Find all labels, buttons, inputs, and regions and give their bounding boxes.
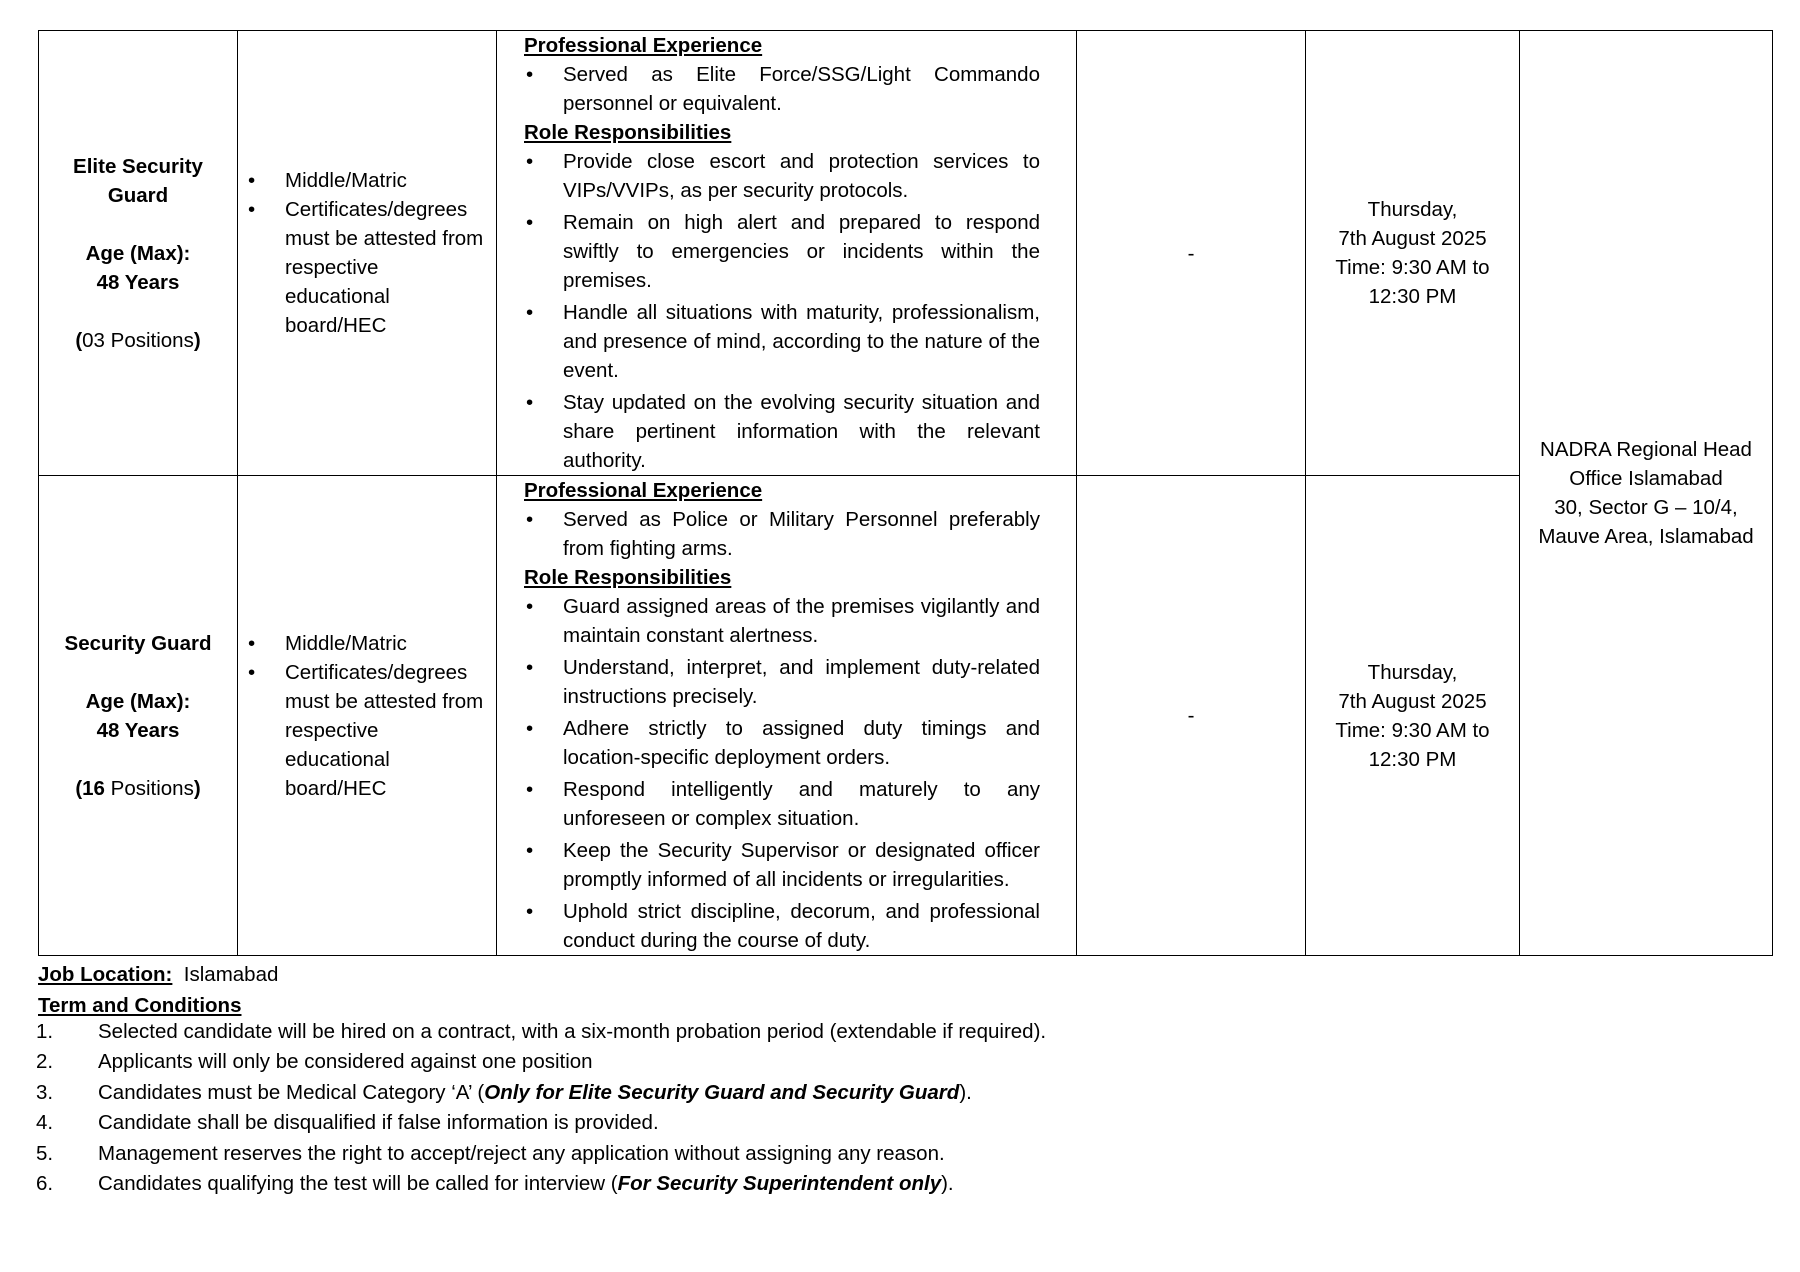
test-date-cell	[1306, 31, 1520, 476]
terms-title: Term and Conditions	[38, 993, 242, 1017]
time-end: 12:30 PM	[1368, 285, 1457, 308]
time-start: Time: 9:30 AM to	[1335, 256, 1490, 279]
time-start: Time: 9:30 AM to	[1335, 718, 1490, 742]
list-item: • Served as Elite Force/SSG/Light Commando personnel or equivalent.	[524, 60, 1040, 118]
time-end: 12:30 PM	[1368, 747, 1457, 771]
list-item: • Uphold strict discipline, decorum, and professional conduct during the course of duty.	[524, 897, 1040, 955]
section-heading: Professional Experience	[524, 34, 763, 57]
date-day: Thursday,	[1367, 660, 1458, 684]
list-item: • Handle all situations with maturity, professionalism, and presence of mind, according to the nature of the event.	[524, 298, 1040, 385]
qualifications-cell	[238, 31, 497, 476]
venue-cell	[1520, 31, 1773, 956]
list-item: • Middle/Matric	[246, 166, 488, 195]
date-day: Thursday,	[1367, 198, 1458, 221]
job-location-value: Islamabad	[183, 963, 279, 986]
job-table-container	[38, 30, 1772, 956]
post-title: Security Guard	[64, 631, 212, 655]
list-item: • Served as Police or Military Personnel preferably from fighting arms.	[524, 505, 1040, 563]
list-item: • Respond intelligently and maturely to any unforeseen or complex situation.	[524, 775, 1040, 833]
job-location-label: Job Location:	[38, 963, 173, 986]
positions: (16 Positions)	[75, 776, 201, 800]
age-label: Age (Max):	[85, 241, 191, 265]
list-item: • Understand, interpret, and implement duty-related instructions precisely.	[524, 653, 1040, 711]
term-item: 6. Candidates qualifying the test will be called for interview (For Security Superintendent only).	[36, 1172, 954, 1195]
list-item: • Certificates/degrees must be attested from respective educational board/HEC	[246, 658, 488, 803]
responsibilities-cell	[497, 31, 1077, 476]
list-item: • Certificates/degrees must be attested from respective educational board/HEC	[246, 195, 488, 340]
job-location	[38, 960, 1772, 991]
positions-count: 03	[82, 328, 105, 352]
emphasis: For Security Superintendent only	[617, 1172, 942, 1195]
post-title: Guard	[107, 183, 169, 207]
post-title: Elite Security	[73, 154, 203, 178]
dash-cell: -	[1077, 476, 1306, 956]
terms-list	[36, 1017, 1770, 1200]
job-table	[38, 30, 1773, 956]
list-item: • Remain on high alert and prepared to respond swiftly to emergencies or incidents within the premises.	[524, 208, 1040, 295]
age-value: 48 Years	[96, 718, 180, 742]
responsibilities-cell	[497, 476, 1077, 956]
venue-line: 30, Sector G – 10/4,	[1554, 496, 1738, 519]
venue-line: Mauve Area, Islamabad	[1538, 525, 1754, 548]
term-item: 3. Candidates must be Medical Category ‘A’ (Only for Elite Security Guard and Security Guard).	[36, 1080, 972, 1104]
positions: (03 Positions)	[75, 328, 201, 352]
term-item: 1. Selected candidate will be hired on a contract, with a six-month probation period (extendable if required).	[36, 1019, 1047, 1043]
venue-line: Office Islamabad	[1569, 467, 1723, 490]
term-item: 2. Applicants will only be considered against one position	[36, 1050, 593, 1073]
age-label: Age (Max):	[85, 689, 191, 713]
post-cell	[39, 476, 238, 956]
list-item: • Keep the Security Supervisor or designated officer promptly informed of all incidents or irregularities.	[524, 836, 1040, 894]
term-item: 5. Management reserves the right to accept/reject any application without assigning any reason.	[36, 1141, 945, 1165]
term-item: 4. Candidate shall be disqualified if false information is provided.	[36, 1111, 659, 1134]
list-item: • Stay updated on the evolving security situation and share pertinent information with the relevant authority.	[524, 388, 1040, 475]
list-item: • Middle/Matric	[246, 629, 488, 658]
venue-line: NADRA Regional Head	[1540, 438, 1752, 461]
section-heading: Role Responsibilities	[524, 566, 732, 589]
date-value: 7th August 2025	[1338, 689, 1487, 713]
age-value: 48 Years	[96, 270, 180, 294]
test-date-cell	[1306, 476, 1520, 956]
post-cell	[39, 31, 238, 476]
date-value: 7th August 2025	[1338, 227, 1487, 250]
notes-section	[38, 960, 1772, 1200]
section-heading: Professional Experience	[524, 479, 763, 502]
positions-count: 16	[82, 776, 105, 800]
emphasis: Only for Elite Security Guard and Security Guard	[484, 1080, 960, 1104]
dash-cell: -	[1077, 31, 1306, 476]
list-item: • Provide close escort and protection services to VIPs/VVIPs, as per security protocols.	[524, 147, 1040, 205]
table-row	[39, 476, 1773, 956]
section-heading: Role Responsibilities	[524, 121, 732, 144]
table-row	[39, 31, 1773, 476]
qualifications-cell	[238, 476, 497, 956]
list-item: • Adhere strictly to assigned duty timings and location-specific deployment orders.	[524, 714, 1040, 772]
list-item: • Guard assigned areas of the premises vigilantly and maintain constant alertness.	[524, 592, 1040, 650]
